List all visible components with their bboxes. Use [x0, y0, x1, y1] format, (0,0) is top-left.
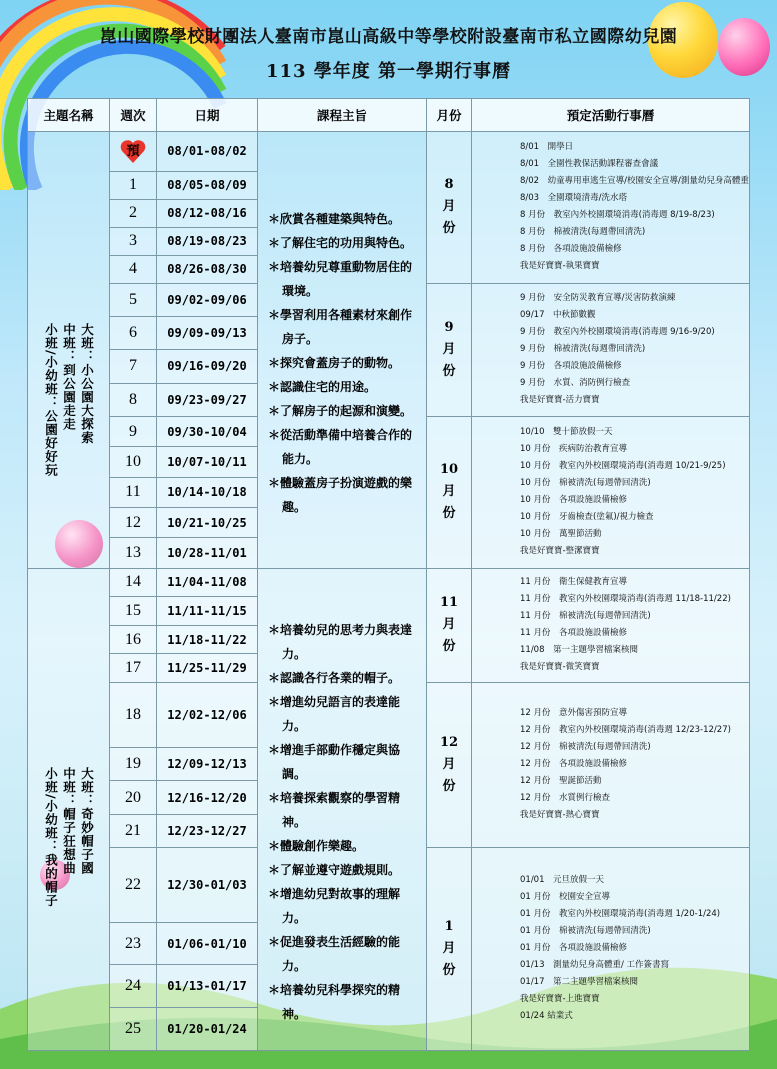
focus-item: ＊增進手部動作穩定與協調。: [268, 743, 401, 782]
activity-item: 8/03 全園環境清毒/洗水塔: [520, 193, 627, 204]
activity-item: 01 月份 棉被清洗(每週帶回清洗): [520, 926, 651, 937]
activity-item: 01 月份 校園安全宣導: [520, 892, 611, 903]
activity-item: 9 月份 水質、消防例行檢查: [520, 378, 631, 389]
activity-item: 我是好寶寶-上進寶寶: [520, 994, 600, 1005]
week-cell: 3: [110, 227, 157, 255]
activities-cell: [472, 132, 750, 284]
theme-middle-class: 中班：帽子狂想曲: [61, 767, 77, 876]
month-cell: 10 月 份: [427, 416, 472, 568]
week-cell: 17: [110, 654, 157, 683]
date-cell: 10/07-10/11: [157, 447, 258, 477]
week-cell: 12: [110, 507, 157, 537]
activity-item: 01/24 結業式: [520, 1011, 573, 1022]
week-cell: 25: [110, 1008, 157, 1051]
activity-item: 我是好寶寶-活力寶寶: [520, 395, 600, 406]
activity-item: 11/08 第一主題學習檔案核閱: [520, 645, 638, 656]
focus-item: ＊培養探索觀察的學習精神。: [268, 791, 401, 830]
activity-item: 10 月份 棉被清洗(每週帶回清洗): [520, 478, 651, 489]
col-header-theme: 主題名稱: [28, 99, 110, 132]
date-cell: 08/26-08/30: [157, 255, 258, 283]
activity-item: 10/10 雙十節放假一天: [520, 427, 613, 438]
focus-item: ＊體驗創作樂趣。: [268, 839, 365, 854]
date-cell: 08/01-08/02: [157, 132, 258, 172]
focus-item: ＊了解房子的起源和演變。: [268, 403, 413, 418]
activity-item: 我是好寶寶-執果寶寶: [520, 261, 600, 272]
header-row: [28, 99, 750, 132]
date-cell: 10/21-10/25: [157, 507, 258, 537]
activity-item: 9 月份 棉被清洗(每週帶回清洗): [520, 344, 646, 355]
week-cell: [110, 132, 157, 172]
theme-cell-2: [28, 568, 110, 1050]
week-cell: 16: [110, 625, 157, 654]
table-row: [28, 568, 750, 597]
week-cell: 22: [110, 847, 157, 922]
col-header-date: 日期: [157, 99, 258, 132]
activity-item: 12 月份 教室內外校園環境消毒(消毒週 12/23-12/27): [520, 725, 731, 736]
theme-small-class: 小班/小幼班：公園好好玩: [43, 322, 59, 477]
activity-item: 9 月份 各項設施設備檢修: [520, 361, 622, 372]
month-cell: 1 月 份: [427, 847, 472, 1050]
activity-item: 12 月份 聖誕節活動: [520, 776, 602, 787]
focus-item: ＊增進幼兒語言的表達能力。: [268, 695, 401, 734]
week-cell: 7: [110, 350, 157, 383]
focus-item: ＊認識各行各業的帽子。: [268, 671, 401, 686]
activity-item: 8/01 開學日: [520, 142, 574, 153]
heart-icon: 預: [119, 138, 147, 164]
week-cell: 23: [110, 922, 157, 965]
activity-item: 12 月份 棉被清洗(每週帶回清洗): [520, 742, 651, 753]
week-cell: 15: [110, 597, 157, 626]
date-cell: 10/28-11/01: [157, 538, 258, 568]
week-cell: 13: [110, 538, 157, 568]
focus-item: ＊學習利用各種素材來創作房子。: [268, 307, 413, 346]
week-cell: 2: [110, 199, 157, 227]
school-name: 崑山國際學校財團法人臺南市崑山高級中等學校附設臺南市私立國際幼兒園: [99, 27, 678, 47]
activity-item: 09/17 中秋節數觀: [520, 310, 596, 321]
focus-item: ＊培養幼兒尊重動物居住的環境。: [268, 259, 413, 298]
theme-middle-class: 中班：到公園走走: [61, 322, 77, 431]
week-cell: 6: [110, 317, 157, 350]
week-cell: 10: [110, 447, 157, 477]
week-cell: 18: [110, 682, 157, 747]
activity-item: 11 月份 棉被清洗(每週帶回清洗): [520, 611, 651, 622]
date-cell: 08/05-08/09: [157, 171, 258, 199]
activity-item: 01/17 第二主題學習檔案核閱: [520, 977, 638, 988]
activities-cell: [472, 416, 750, 568]
date-cell: 09/16-09/20: [157, 350, 258, 383]
week-cell: 5: [110, 283, 157, 316]
theme-large-class: 大班：小公園大探索: [79, 322, 95, 445]
focus-item: ＊從活動準備中培養合作的能力。: [268, 427, 413, 466]
activity-item: 8 月份 棉被清洗(每週帶回清洗): [520, 227, 646, 238]
activity-item: 8 月份 各項設施設備檢修: [520, 244, 622, 255]
date-cell: 11/11-11/15: [157, 597, 258, 626]
week-cell: 9: [110, 416, 157, 446]
activity-item: 01 月份 教室內外校園環境消毒(消毒週 1/20-1/24): [520, 909, 721, 920]
date-cell: 08/12-08/16: [157, 199, 258, 227]
week-cell: 11: [110, 477, 157, 507]
activity-item: 我是好寶寶-熱心寶寶: [520, 810, 600, 821]
week-cell: 19: [110, 748, 157, 781]
activity-item: 10 月份 疾病防治教育宣導: [520, 444, 628, 455]
date-cell: 12/09-12/13: [157, 748, 258, 781]
date-cell: 10/14-10/18: [157, 477, 258, 507]
activity-item: 我是好寶寶-整潔寶寶: [520, 546, 600, 557]
activities-cell: [472, 847, 750, 1050]
week-cell: 4: [110, 255, 157, 283]
date-cell: 09/23-09/27: [157, 383, 258, 416]
focus-cell-2: [258, 568, 427, 1050]
date-cell: 12/30-01/03: [157, 847, 258, 922]
activity-item: 9 月份 安全防災教育宣導/災害防救演練: [520, 293, 676, 304]
page-header: [0, 22, 777, 83]
focus-cell-1: [258, 132, 427, 569]
month-cell: 9 月 份: [427, 283, 472, 416]
table-row: [28, 132, 750, 172]
date-cell: 11/04-11/08: [157, 568, 258, 597]
week-cell: 20: [110, 781, 157, 814]
date-cell: 11/18-11/22: [157, 625, 258, 654]
focus-item: ＊培養幼兒的思考力與表達力。: [268, 623, 413, 662]
activity-item: 8 月份 教室內外校園環境消毒(消毒週 8/19-8/23): [520, 210, 715, 221]
date-cell: 12/02-12/06: [157, 682, 258, 747]
activities-cell: [472, 568, 750, 682]
activity-item: 12 月份 水質例行檢查: [520, 793, 611, 804]
activities-cell: [472, 283, 750, 416]
activity-item: 11 月份 衛生保健教育宣導: [520, 577, 628, 588]
focus-item: ＊促進發表生活經驗的能力。: [268, 935, 401, 974]
focus-item: ＊增進幼兒對故事的理解力。: [268, 887, 401, 926]
week-cell: 24: [110, 965, 157, 1008]
date-cell: 09/30-10/04: [157, 416, 258, 446]
calendar-table: [27, 98, 750, 1051]
date-cell: 08/19-08/23: [157, 227, 258, 255]
week-cell: 1: [110, 171, 157, 199]
focus-item: ＊培養幼兒科學探究的精神。: [268, 983, 401, 1022]
date-cell: 11/25-11/29: [157, 654, 258, 683]
activity-item: 10 月份 各項設施設備檢修: [520, 495, 628, 506]
activity-item: 12 月份 意外傷害預防宣導: [520, 708, 628, 719]
theme-large-class: 大班：奇妙帽子國: [79, 767, 95, 876]
theme-small-class: 小班/小幼班：我的帽子: [43, 767, 59, 908]
page-title: 113 學年度 第一學期行事曆: [265, 61, 512, 82]
date-cell: 01/20-01/24: [157, 1008, 258, 1051]
activity-item: 12 月份 各項設施設備檢修: [520, 759, 628, 770]
focus-item: ＊體驗蓋房子扮演遊戲的樂趣。: [268, 475, 413, 514]
focus-item: ＊了解住宅的功用與特色。: [268, 235, 413, 250]
col-header-month: 月份: [427, 99, 472, 132]
activity-item: 9 月份 教室內外校園環境消毒(消毒週 9/16-9/20): [520, 327, 715, 338]
activity-item: 01/13 測量幼兒身高體重/ 工作簽書寫: [520, 960, 670, 971]
col-header-activities: 預定活動行事曆: [472, 99, 750, 132]
week-cell: 14: [110, 568, 157, 597]
activity-item: 10 月份 教室內外校園環境消毒(消毒週 10/21-9/25): [520, 461, 726, 472]
activity-item: 11 月份 各項設施設備檢修: [520, 628, 628, 639]
month-cell: 11 月 份: [427, 568, 472, 682]
activity-item: 01 月份 各項設施設備檢修: [520, 943, 628, 954]
activities-cell: [472, 682, 750, 847]
month-cell: 8 月 份: [427, 132, 472, 284]
week-cell: 21: [110, 814, 157, 847]
activity-item: 8/01 全園性教保活動課程審查會議: [520, 159, 659, 170]
col-header-week: 週次: [110, 99, 157, 132]
date-cell: 01/06-01/10: [157, 922, 258, 965]
theme-cell-1: [28, 132, 110, 569]
focus-item: ＊欣賞各種建築與特色。: [268, 211, 401, 226]
focus-item: ＊探究會蓋房子的動物。: [268, 355, 401, 370]
date-cell: 09/02-09/06: [157, 283, 258, 316]
activity-item: 10 月份 萬聖節活動: [520, 529, 602, 540]
activity-item: 10 月份 牙齒檢查(塗氟)/視力檢查: [520, 512, 654, 523]
date-cell: 01/13-01/17: [157, 965, 258, 1008]
date-cell: 09/09-09/13: [157, 317, 258, 350]
activity-item: 01/01 元旦放假一天: [520, 875, 604, 886]
activity-item: 我是好寶寶-微笑寶寶: [520, 662, 600, 673]
activity-item: 8/02 幼童專用車逃生宣導/校園安全宣導/測量幼兒身高體重: [520, 176, 749, 187]
date-cell: 12/23-12/27: [157, 814, 258, 847]
focus-item: ＊認識住宅的用途。: [268, 379, 377, 394]
date-cell: 12/16-12/20: [157, 781, 258, 814]
activity-item: 11 月份 教室內外校園環境消毒(消毒週 11/18-11/22): [520, 594, 731, 605]
col-header-focus: 課程主旨: [258, 99, 427, 132]
week-cell: 8: [110, 383, 157, 416]
month-cell: 12 月 份: [427, 682, 472, 847]
focus-item: ＊了解並遵守遊戲規則。: [268, 863, 401, 878]
